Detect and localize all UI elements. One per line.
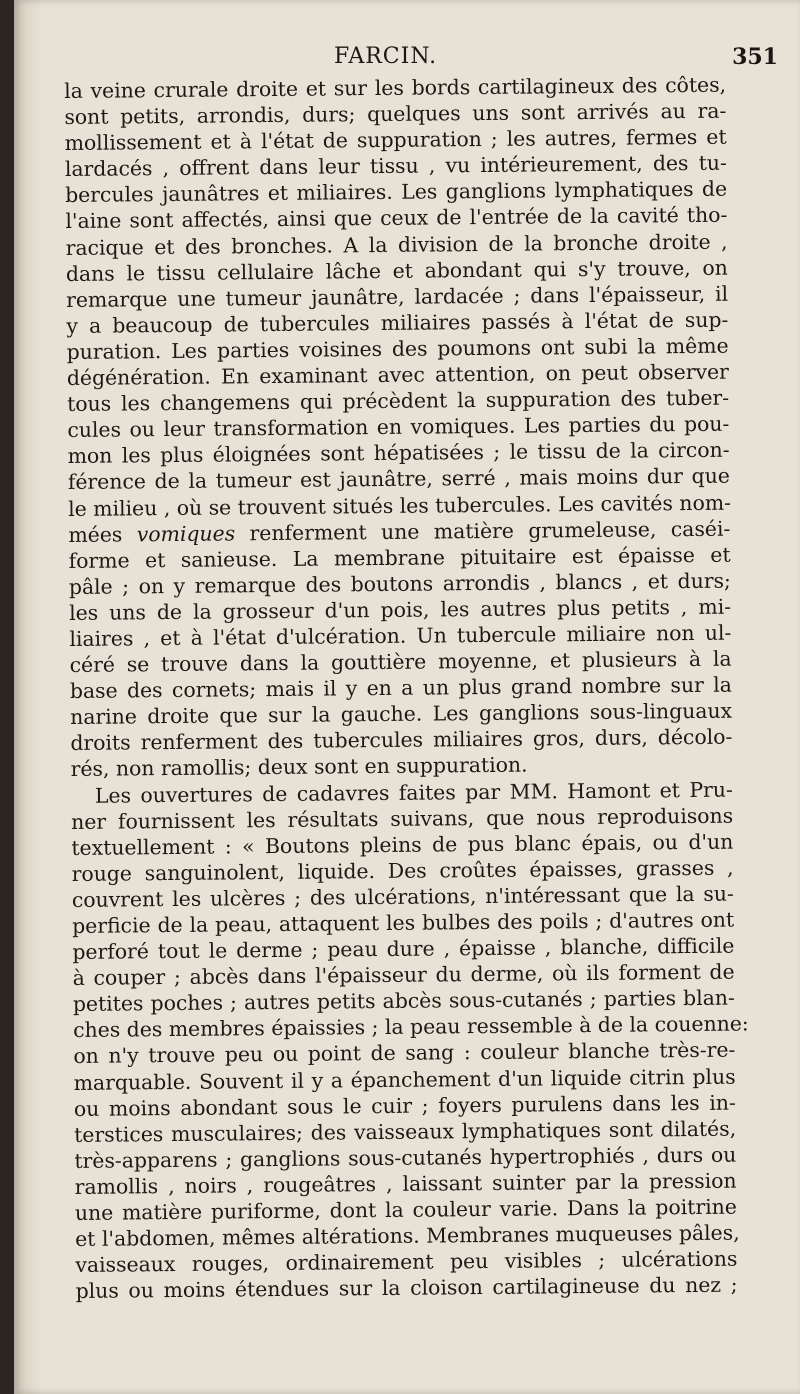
text-line: sont petits, arrondis, durs; quelques uns sont arrivés au ra- — [64, 98, 727, 130]
text-line: liaires , et à l'état d'ulcération. Un tubercule miliaire non ul- — [69, 620, 732, 651]
text-line: tous les changemens qui précèdent la suppuration des tuber- — [67, 385, 730, 417]
text-line: et l'abdomen, mêmes altérations. Membranes muqueuses pâles, — [75, 1220, 740, 1252]
text-line: dégénération. En examinant avec attention, on peut observer — [66, 359, 729, 391]
text-line: terstices musculaires; des vaisseaux lymphatiques sont dilatés, — [74, 1116, 737, 1147]
text-line: pâle ; on y remarque des boutons arrondis , blancs , et durs; — [68, 568, 731, 599]
text-line: mollissement et à l'état de suppuration ; les autres, fermes et — [64, 124, 727, 156]
text-line: bercules jaunâtres et miliaires. Les ganglions lymphatiques de — [65, 177, 728, 208]
text-line: y a beaucoup de tubercules miliaires passés à l'état de sup- — [66, 307, 729, 338]
text-line: les uns de la grosseur d'un pois, les autres plus petits , mi- — [69, 594, 732, 625]
text-line: dans le tissu cellulaire lâche et abondant qui s'y trouve, on — [65, 255, 728, 286]
text-line: vaisseaux rouges, ordinairement peu visibles ; ulcérations — [75, 1246, 738, 1278]
text-line: la veine crurale droite et sur les bords cartilagineux des côtes, — [64, 72, 727, 103]
paragraph-hamont-pruner — [71, 776, 749, 1304]
text-line: couvrent les ulcères ; des ulcérations, n'intéressant que la su- — [71, 881, 734, 912]
text-line: base des cornets; mais il y en a un plus grand nombre sur la — [69, 672, 732, 704]
text-line: à couper ; abcès dans l'épaisseur du derme, où ils forment de — [72, 959, 735, 991]
text-line: petites poches ; autres petits abcès sous-cutanés ; parties blan- — [72, 985, 735, 1017]
italic-term-vomiques: vomiques — [136, 520, 236, 546]
text-line: ner fournissent les résultats suivans, que nous reproduisons — [71, 803, 734, 834]
text-line: racique et des bronches. A la division de la bronche droite , — [65, 229, 728, 260]
text-line: remarque une tumeur jaunâtre, lardacée ; dans l'épaisseur, il — [66, 281, 729, 312]
text-line: très-apparens ; ganglions sous-cutanés hypertrophiés , durs ou — [74, 1142, 737, 1173]
text-line: marquable. Souvent il y a épanchement d'un liquide citrin plus — [73, 1064, 736, 1095]
text-line: le milieu , où se trouvent situés les tubercules. Les cavités nom- — [68, 490, 732, 521]
text-line: céré se trouve dans la gouttière moyenne, et plusieurs à la — [69, 646, 732, 678]
text-line: lardacés , offrent dans leur tissu , vu intérieurement, des tu- — [64, 150, 727, 182]
page-number: 351 — [732, 44, 778, 70]
text-fragment: mées — [68, 521, 137, 547]
text-line: ramollis , noirs , rougeâtres , laissant suinter par la pression — [74, 1168, 737, 1199]
text-line: férence de la tumeur est jaunâtre, serré , mais moins dur que — [67, 464, 730, 495]
running-head: FARCIN. — [334, 44, 438, 69]
text-line: puration. Les parties voisines des poumons ont subi la même — [66, 333, 729, 364]
text-line: perforé tout le derme ; peau dure , épaisse , blanche, difficile — [72, 933, 735, 965]
text-line: ou moins abondant sous le cuir ; foyers purulens dans les in- — [73, 1090, 736, 1121]
text-line: mon les plus éloignées sont hépatisées ; le tissu de la circon- — [67, 437, 730, 469]
text-line: une matière puriforme, dont la couleur varie. Dans la poitrine — [74, 1194, 737, 1225]
text-line: forme et sanieuse. La membrane pituitaire est épaisse et — [68, 542, 731, 573]
text-line: ches des membres épaissies ; la peau ressemble à de la couenne: — [73, 1011, 749, 1043]
text-line: rés, non ramollis; deux sont en suppuration. — [70, 753, 528, 782]
text-line: plus ou moins étendues sur la cloison cartilagineuse du nez ; — [75, 1272, 738, 1304]
text-line: l'aine sont affectés, ainsi que ceux de l'entrée de la cavité tho- — [65, 203, 728, 234]
page-header — [14, 44, 800, 74]
text-line: cules ou leur transformation en vomiques. Les parties du pou- — [67, 411, 730, 443]
text-line: textuellement : « Boutons pleins de pus blanc épais, ou d'un — [71, 829, 734, 860]
text-line: droits renferment des tubercules miliaires gros, durs, décolo- — [70, 724, 733, 756]
body-text — [64, 72, 749, 1305]
text-line: perficie de la peau, attaquent les bulbes des poils ; d'autres ont — [72, 907, 735, 938]
paragraph-autopsy-findings — [64, 72, 733, 783]
text-line: on n'y trouve peu ou point de sang : couleur blanche très-re- — [73, 1038, 736, 1069]
text-line: Les ouvertures de cadavres faites par MM. Hamont et Pru- — [94, 777, 733, 808]
book-page — [14, 0, 800, 1394]
text-fragment: renferment une matière grumeleuse, caséi- — [235, 516, 731, 545]
text-line: narine droite que sur la gauche. Les ganglions sous-linguaux — [70, 698, 733, 730]
text-line: rouge sanguinolent, liquide. Des croûtes épaisses, grasses , — [71, 855, 734, 886]
